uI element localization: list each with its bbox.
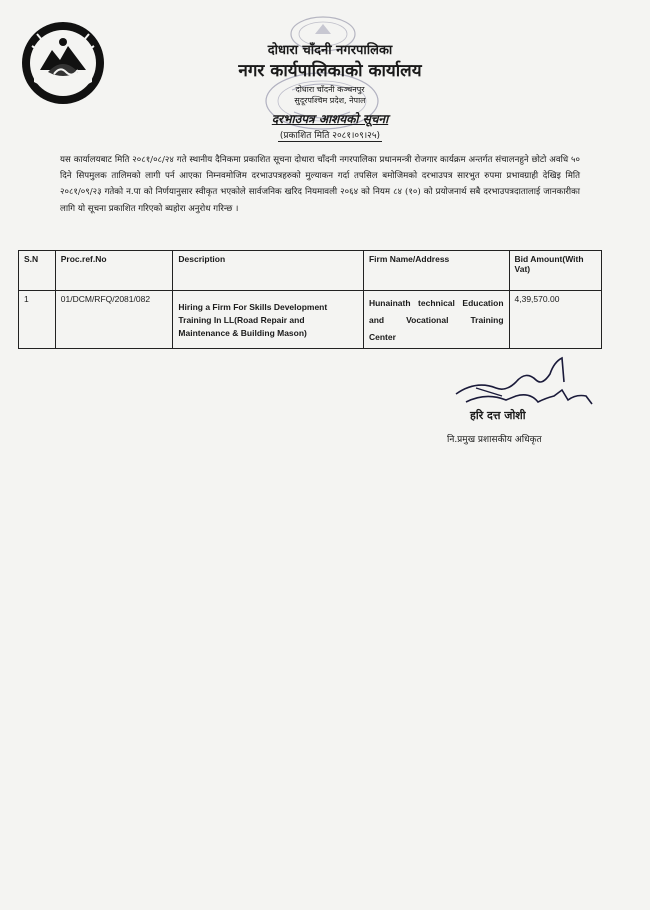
- office-name: नगर कार्यपालिकाको कार्यालय: [238, 61, 422, 81]
- cell-sn: 1: [19, 291, 56, 349]
- notice-title: [180, 110, 480, 127]
- description-text: Hiring a Firm For Skills Development Training In LL(Road Repair and Maintenance & Building Mason): [178, 302, 328, 338]
- notice-title-text: दरभाउपत्र आशयको सूचना: [271, 112, 389, 126]
- firm-line2: and Vocational Training: [368, 315, 504, 325]
- address-line1: दोधारा चाँदनी कञ्चनपुर: [295, 85, 365, 94]
- municipality-name: दोधारा चाँदनी नगरपालिका: [267, 43, 393, 58]
- cell-description: [173, 291, 364, 349]
- published-date-text: (प्रकाशित मिति २०८१।०९।२५): [279, 131, 381, 141]
- header-amount: Bid Amount(With Vat): [509, 251, 601, 291]
- firm-line1: Hunainath technical Education: [368, 298, 504, 308]
- handwritten-signature: [446, 352, 606, 414]
- cell-amount: 4,39,570.00: [509, 291, 601, 349]
- header-firm: Firm Name/Address: [363, 251, 509, 291]
- firm-line3: Center: [368, 332, 396, 342]
- header-ref: Proc.ref.No: [55, 251, 173, 291]
- header-description: Description: [173, 251, 364, 291]
- bid-table: [18, 250, 602, 349]
- table-row: [19, 291, 602, 349]
- published-date: [180, 128, 480, 141]
- cell-firm: [363, 291, 509, 349]
- notice-body: यस कार्यालयबाट मिति २०८१/०८/२४ गते स्थानीय दैनिकमा प्रकाशित सूचना दोधारा चाँदनी नगरपालिका प्रधानमन्त्री रोजगार कार्यक्रम अन्तर्गत संचालनहुने छोटो अवधि ५० दिने सिपमुलक तालिमको लागी पर्न आएका निम्नवमोजिम दरभाउपत्रहरुको मुल्याकन गर्दा तपसिल बमोजिमको दरभाउपत्र सारभुत रुपमा प्रभावग्राही देखिइ मिति २०८१/०९/२३ गतेको न.पा को निर्णयानुसार स्वीकृत भएकोले सार्वजनिक खरिद नियमावली २०६४ को नियम ८४ (१०) को प्रयोजनार्थ सबै दरभाउपत्रदातालाई जानकारीका लागि यो सूचना प्रकाशित गरिएको ब्यहोरा अनुरोध गरिन्छ ।: [60, 155, 580, 214]
- address-line2: सुदूरपश्चिम प्रदेश, नेपाल: [294, 96, 366, 105]
- signatory-title: नि.प्रमुख प्रशासकीय अधिकृत: [447, 435, 542, 445]
- cell-ref: 01/DCM/RFQ/2081/082: [55, 291, 173, 349]
- table-header-row: [19, 251, 602, 291]
- header-sn: S.N: [19, 251, 56, 291]
- government-emblem: [20, 20, 106, 106]
- signatory-name: हरि दत्त जोशी: [470, 409, 526, 422]
